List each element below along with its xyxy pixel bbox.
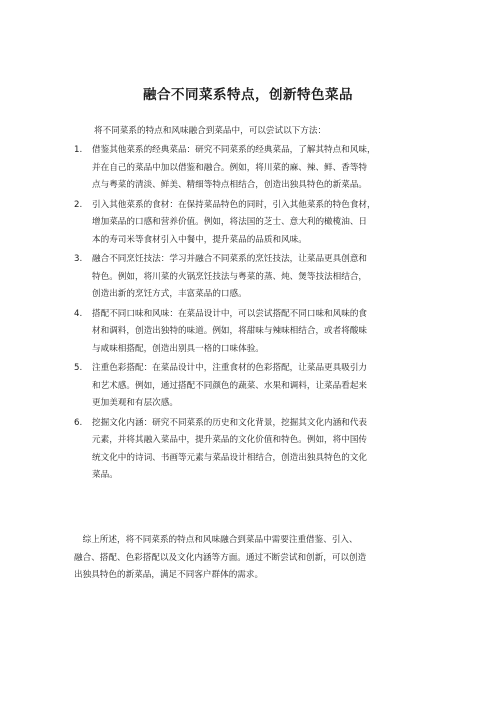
- list-item: [74, 142, 444, 195]
- list-item-text-line: 特色。例如，将川菜的火锅烹饪技法与粤菜的蒸、炖、煲等技法相结合，: [92, 271, 368, 282]
- list-item-text-line: 增加菜品的口感和营养价值。例如，将法国的芝士、意大利的橄榄油、日: [92, 217, 368, 227]
- list-item-text-line: 借鉴其他菜系的经典菜品：研究不同菜系的经典菜品，了解其特点和风味，: [92, 145, 376, 155]
- summary-paragraph: [74, 532, 444, 585]
- list-item: [74, 197, 444, 250]
- list-item-number: 3.: [74, 254, 83, 264]
- list-item-text-line: 菜品。: [92, 470, 118, 480]
- list-item-text-line: 材和调料，创造出独特的味道。例如，将甜味与辣味相结合，或者将酸味: [92, 326, 368, 336]
- list-item-text-line: 和艺术感。例如，通过搭配不同颜色的蔬菜、水果和调料，让菜品看起来: [92, 380, 368, 391]
- list-item-number: 1.: [74, 145, 83, 155]
- list-item: [74, 251, 444, 304]
- list-item-text-line: 更加美观和有层次感。: [92, 398, 178, 408]
- list-item-number: 5.: [74, 363, 83, 373]
- list-item-number: 4.: [74, 308, 83, 319]
- list-item-text-line: 创造出新的烹饪方式，丰富菜品的口感。: [92, 289, 247, 299]
- list-item: [74, 415, 444, 485]
- list-item-text-line: 注重色彩搭配：在菜品设计中，注重食材的色彩搭配，让菜品更具吸引力: [92, 363, 368, 373]
- intro-paragraph: 将不同菜系的特点和风味融合到菜品中，可以尝试以下方法：: [94, 126, 327, 136]
- summary-text-line: 综上所述，将不同菜系的特点和风味融合到菜品中需要注重借鉴、引入、: [74, 535, 358, 545]
- summary-text-line: 融合、搭配、色彩搭配以及文化内涵等方面。通过不断尝试和创新，可以创造: [74, 552, 367, 563]
- list-item-text-line: 挖掘文化内涵：研究不同菜系的历史和文化背景，挖掘其文化内涵和代表: [92, 417, 368, 428]
- summary-text-line: 出独具特色的新菜品，满足不同客户群体的需求。: [74, 570, 264, 580]
- list-item: [74, 360, 444, 413]
- list-item-number: 2.: [74, 199, 83, 210]
- list-item-text-line: 与咸味相搭配，创造出别具一格的口味体验。: [92, 343, 264, 354]
- list-item-text-line: 融合不同烹饪技法：学习并融合不同菜系的烹饪技法，让菜品更具创意和: [92, 254, 368, 264]
- list-item-text-line: 引入其他菜系的食材：在保持菜品特色的同时，引入其他菜系的特色食材，: [92, 199, 376, 210]
- method-list: [74, 142, 444, 487]
- list-item-text-line: 点与粤菜的清淡、鲜美、精细等特点相结合，创造出独具特色的新菜品。: [92, 180, 368, 190]
- document-title: 融合不同菜系特点，创新特色菜品: [143, 87, 353, 103]
- list-item-text-line: 搭配不同口味和风味：在菜品设计中，可以尝试搭配不同口味和风味的食: [92, 308, 368, 319]
- list-item-text-line: 元素，并将其融入菜品中，提升菜品的文化价值和特色。例如，将中国传: [92, 435, 368, 445]
- list-item: [74, 306, 444, 359]
- list-item-text-line: 并在自己的菜品中加以借鉴和融合。例如，将川菜的麻、辣、鲜、香等特: [92, 162, 368, 173]
- list-item-number: 6.: [74, 417, 83, 428]
- list-item-text-line: 本的寿司米等食材引入中餐中，提升菜品的品质和风味。: [92, 234, 307, 245]
- list-item-text-line: 统文化中的诗词、书画等元素与菜品设计相结合，创造出独具特色的文化: [92, 452, 368, 463]
